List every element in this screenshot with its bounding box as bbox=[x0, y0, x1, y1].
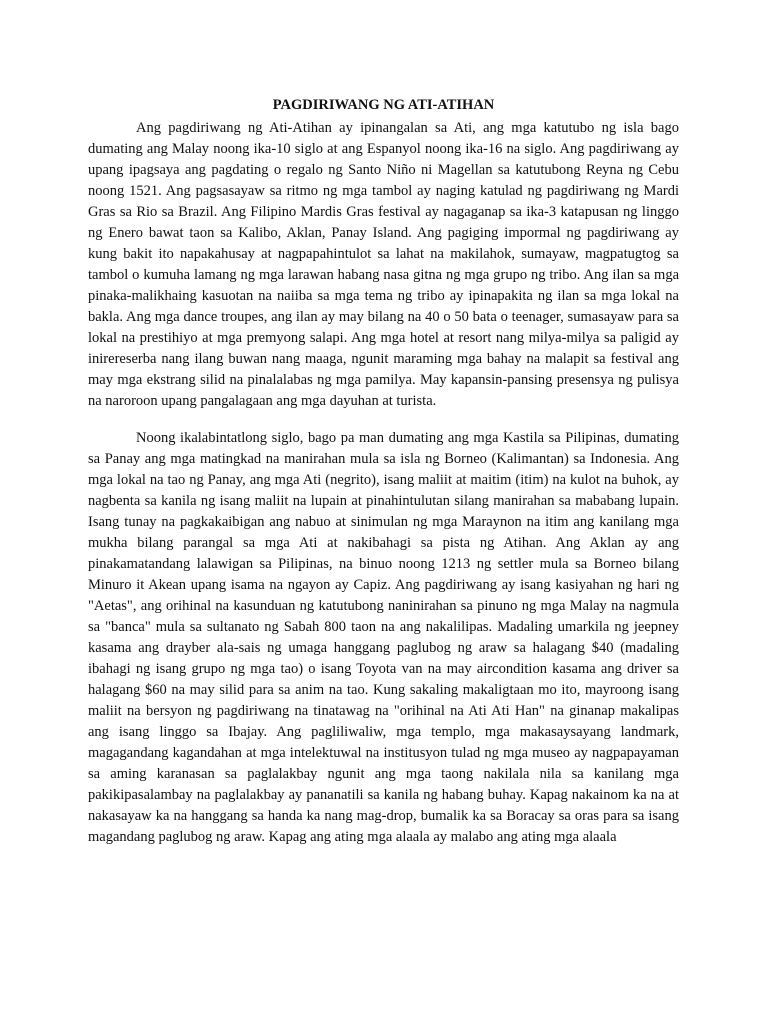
document-page bbox=[88, 95, 679, 848]
paragraph-1: Ang pagdiriwang ng Ati-Atihan ay ipinangalan sa Ati, ang mga katutubo ng isla bago dumating ang Malay noong ika-10 siglo at ang Espanyol noong ika-16 na siglo. Ang pagdiriwang ay upang ipagsaya ang pagdating o regalo ng Santo Niño ni Magellan sa katutubong Reyna ng Cebu noong 1521. Ang pagsasayaw sa ritmo ng mga tambol ay naging katulad ng pagdiriwang ng Mardi Gras sa Rio sa Brazil. Ang Filipino Mardis Gras festival ay nagaganap sa ika-3 katapusan ng linggo ng Enero bawat taon sa Kalibo, Aklan, Panay Island. Ang pagiging impormal ng pagdiriwang ay kung bakit ito napakahusay at nagpapahintulot sa lahat na makilahok, sumayaw, magpatugtog sa tambol o kumuha lamang ng mga larawan habang nasa gitna ng mga grupo ng tribo. Ang ilan sa mga pinaka-malikhaing kasuotan na naiiba sa mga tema ng tribo ay ipinapakita ng ilan sa mga lokal na bakla. Ang mga dance troupes, ang ilan ay may bilang na 40 o 50 bata o teenager, sumasayaw para sa lokal na prestihiyo at mga premyong salapi. Ang mga hotel at resort nang milya-milya sa paligid ay inirereserba nang ilang buwan nang maaga, ngunit maraming mga bahay na malapit sa festival ang may mga ekstrang silid na pinalalabas ng mga pamilya. May kapansin-pansing presensya ng pulisya na naroroon upang pangalagaan ang mga dayuhan at turista. bbox=[88, 120, 679, 409]
paragraph-2: Noong ikalabintatlong siglo, bago pa man dumating ang mga Kastila sa Pilipinas, dumating sa Panay ang mga matingkad na manirahan mula sa isla ng Borneo (Kalimantan) sa Indonesia. Ang mga lokal na tao ng Panay, ang mga Ati (negrito), isang maliit at maitim (itim) na kulot na buhok, ay nagbenta sa kanila ng isang maliit na lupain at pinahintulutan silang manirahan sa mababang lupain. Isang tunay na pagkakaibigan ang nabuo at sinimulan ng mga Maraynon na itim ang kanilang mga mukha bilang parangal sa mga Ati at nakibahagi sa pista ng Atihan. Ang Aklan ay ang pinakamatandang lalawigan sa Pilipinas, na binuo noong 1213 ng settler mula sa Borneo bilang Minuro it Akean upang isama na ngayon ay Capiz. Ang pagdiriwang ay isang kasiyahan ng hari ng "Aetas", ang orihinal na kasunduan ng katutubong naninirahan sa pinuno ng mga Malay na nagmula sa "banca" mula sa sultanato ng Sabah 800 taon na ang nakalilipas. Madaling umarkila ng jeepney kasama ang drayber ala-sais ng umaga hanggang paglubog ng araw sa halagang $40 (madaling ibahagi ng isang grupo ng mga tao) o isang Toyota van na may aircondition kasama ang driver sa halagang $60 na may silid para sa anim na tao. Kung sakaling makaligtaan mo ito, mayroong isang maliit na bersyon ng pagdiriwang na tinatawag na "orihinal na Ati Ati Han" na ginanap makalipas ang isang linggo sa Ibajay. Ang pagliliwaliw, mga templo, mga makasaysayang landmark, magagandang kagandahan at mga intelektuwal na institusyon tulad ng mga museo ay nagpapayaman sa aming karanasan sa paglalakbay ngunit ang mga taong nakilala nila sa kanilang mga pakikipasalambay na paglalakbay ay pananatili sa kanila ng habang buhay. Kapag nakainom ka na at nakasayaw ka na hanggang sa handa ka nang mag-drop, bumalik ka sa Boracay sa oras para sa isang magandang paglubog ng araw. Kapag ang ating mga alaala ay malabo ang ating mga alaala bbox=[88, 430, 679, 845]
document-title: PAGDIRIWANG NG ATI-ATIHAN bbox=[272, 97, 495, 113]
